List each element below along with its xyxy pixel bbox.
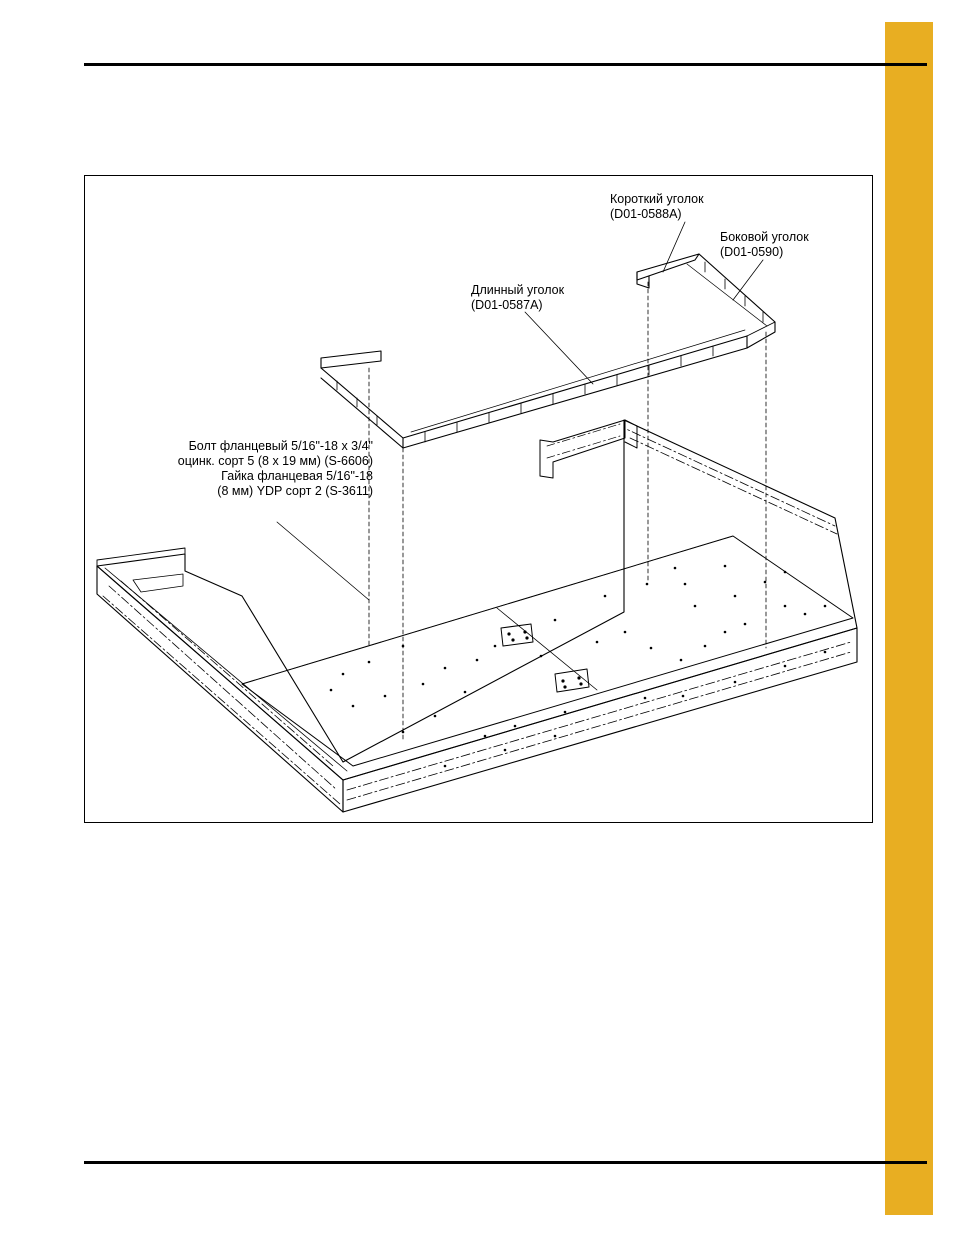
short-angle-name: Короткий уголок [610,192,704,206]
leader-lines [277,222,763,600]
long-angle-name: Длинный уголок [471,283,565,297]
short-angle-part-number: (D01-0588A) [610,207,682,221]
nut-spec-line-1: Гайка фланцевая 5/16"-18 [221,469,373,483]
splice-plates [501,624,589,692]
long-angle-part-number: (D01-0587A) [471,298,543,312]
bolt-spec-line-2: оцинк. сорт 5 (8 x 19 мм) (S-6606) [177,454,373,468]
side-angle-part-number: (D01-0590) [720,245,784,259]
section-tab [885,22,933,1215]
bolt-holes [330,565,827,768]
bolt-spec-line-1: Болт фланцевый 5/16"-18 x 3/4" [188,439,373,453]
side-angle-callout [720,230,809,260]
assembly-drawing [85,176,873,823]
nut-spec-line-2: (8 мм) YDP сорт 2 (S-3611) [217,484,373,498]
assembly-figure [84,175,873,823]
fasteners-callout [129,439,373,499]
long-angle-callout [471,283,564,313]
footer-rule [84,1161,927,1164]
side-angle-name: Боковой уголок [720,230,809,244]
rear-side-bracket [540,420,637,478]
short-angle-callout [610,192,704,222]
header-rule [84,63,927,66]
